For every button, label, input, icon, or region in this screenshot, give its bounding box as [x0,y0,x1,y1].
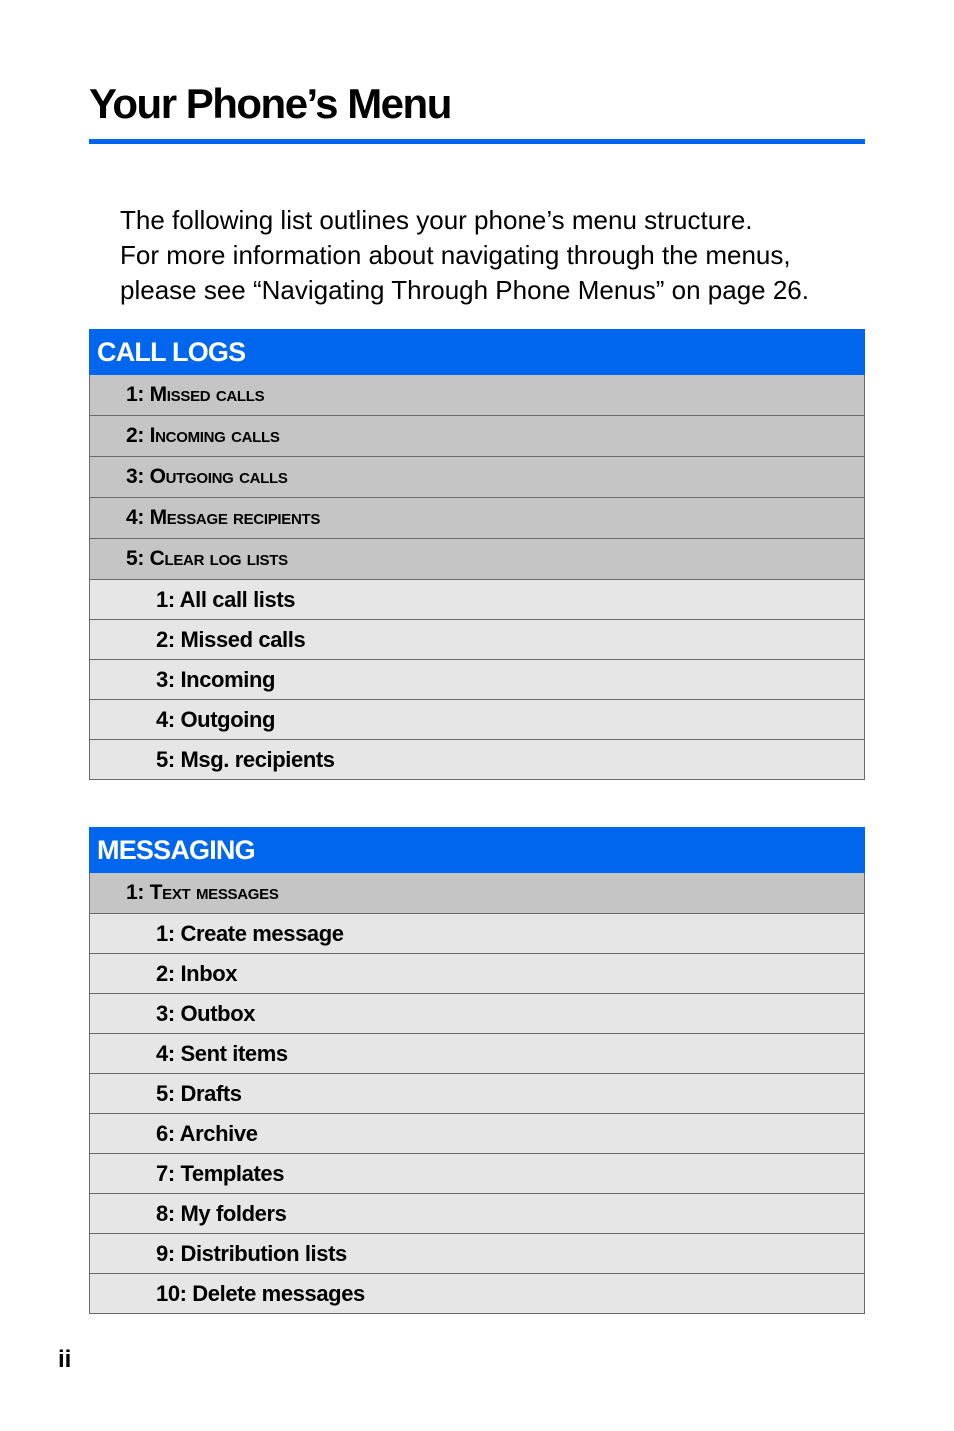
submenu-row [90,1154,865,1194]
submenu-item-label: 3: Incoming [90,660,865,700]
section-header [90,828,865,873]
intro-line: The following list outlines your phone’s menu structure. [120,205,753,235]
menu-item-label: 4: Message recipients [90,498,865,539]
submenu-item-label: 3: Outbox [90,994,865,1034]
submenu-row [90,1034,865,1074]
submenu-row [90,994,865,1034]
intro-line: For more information about navigating through the menus, [120,240,791,270]
intro-paragraph [120,203,880,308]
submenu-item-label: 7: Templates [90,1154,865,1194]
menu-row [90,539,865,580]
submenu-row [90,954,865,994]
menu-item-label: 1: Text messages [90,873,865,914]
section-header [90,330,865,375]
submenu-row [90,914,865,954]
submenu-row [90,620,865,660]
submenu-item-label: 1: Create message [90,914,865,954]
submenu-row [90,1274,865,1314]
submenu-row [90,580,865,620]
submenu-item-label: 9: Distribution lists [90,1234,865,1274]
menu-item-label: 3: Outgoing calls [90,457,865,498]
submenu-row [90,1194,865,1234]
menu-item-label: 5: Clear log lists [90,539,865,580]
menu-table-call-logs [89,329,865,780]
submenu-item-label: 10: Delete messages [90,1274,865,1314]
submenu-item-label: 4: Outgoing [90,700,865,740]
submenu-item-label: 8: My folders [90,1194,865,1234]
menu-row [90,416,865,457]
submenu-row [90,1074,865,1114]
page-number: ii [58,1346,72,1373]
submenu-item-label: 1: All call lists [90,580,865,620]
page-title: Your Phone’s Menu [89,80,451,127]
menu-row [90,873,865,914]
menu-item-label: 1: Missed calls [90,375,865,416]
menu-row [90,457,865,498]
submenu-item-label: 2: Missed calls [90,620,865,660]
submenu-row [90,740,865,780]
section-title: CALL LOGS [90,330,865,375]
submenu-row [90,1114,865,1154]
menu-table-messaging [89,827,865,1314]
submenu-item-label: 2: Inbox [90,954,865,994]
submenu-row [90,1234,865,1274]
submenu-item-label: 4: Sent items [90,1034,865,1074]
menu-row [90,375,865,416]
menu-row [90,498,865,539]
section-title: MESSAGING [90,828,865,873]
submenu-item-label: 6: Archive [90,1114,865,1154]
menu-item-label: 2: Incoming calls [90,416,865,457]
title-rule [89,139,865,144]
intro-line: please see “Navigating Through Phone Menus” on page 26. [120,275,809,305]
submenu-item-label: 5: Msg. recipients [90,740,865,780]
submenu-row [90,660,865,700]
submenu-item-label: 5: Drafts [90,1074,865,1114]
submenu-row [90,700,865,740]
